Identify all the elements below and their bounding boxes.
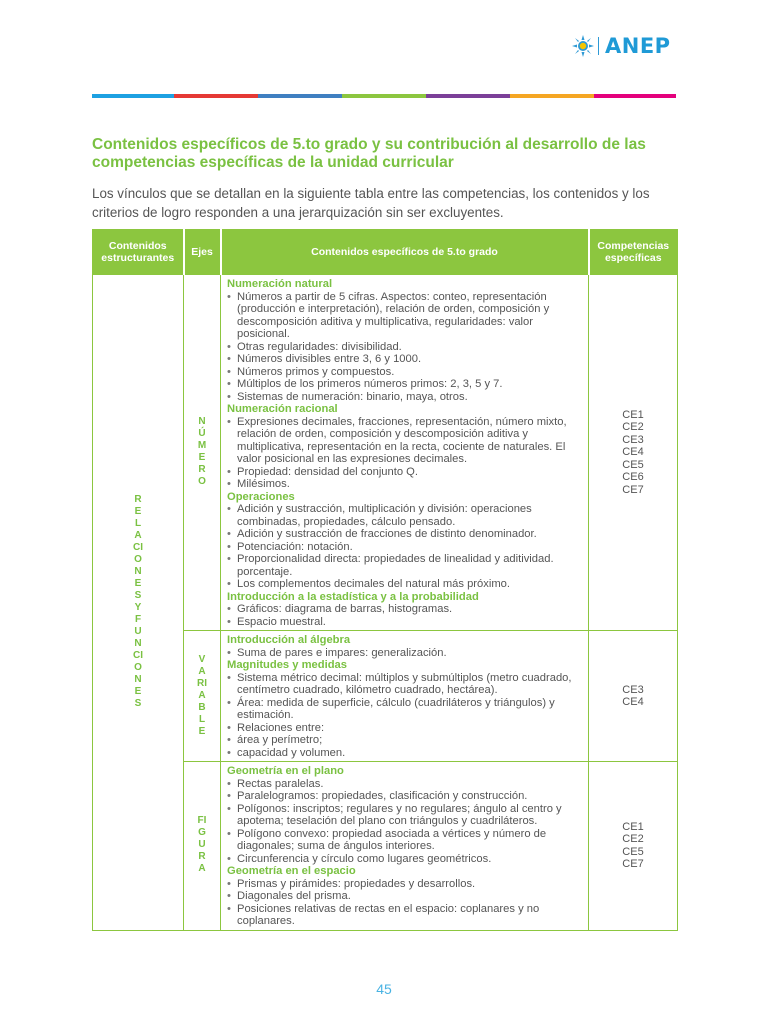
competencia-code: CE5 — [622, 458, 644, 471]
list-item: • área y perímetro; — [227, 734, 584, 747]
eje-label: VARIABLE — [197, 653, 207, 737]
list-item: • Números divisibles entre 3, 6 y 1000. — [227, 353, 584, 366]
stripe-segment — [426, 94, 510, 98]
list-item: • Otras regularidades: divisibilidad. — [227, 341, 584, 354]
list-item: • Relaciones entre: — [227, 722, 584, 735]
stripe-segment — [258, 94, 342, 98]
competencia-code: CE1 — [622, 408, 644, 421]
stripe-segment — [174, 94, 258, 98]
list-item: • Polígonos: inscriptos; regulares y no regulares; ángulo al centro y apotema; teselación del plano con triángulos y cuadriláteros. — [227, 803, 584, 828]
competencia-code: CE1 — [622, 820, 644, 833]
competencias-cell — [589, 762, 678, 931]
brand-name: ANEP — [605, 34, 671, 58]
anep-logo — [572, 34, 671, 58]
list-item: • Adición y sustracción, multiplicación y división: operaciones combinadas, propiedades, cálculo pensado. — [227, 503, 584, 528]
content-list — [227, 291, 584, 404]
list-item: • Sistema métrico decimal: múltiplos y submúltiplos (metro cuadrado, centímetro cuadrado, kilómetro cuadrado, hectárea). — [227, 672, 584, 697]
competencia-code: CE3 — [622, 433, 644, 446]
eje-cell — [184, 631, 221, 762]
eje-label: FIGURA — [197, 815, 207, 875]
section-heading: Introducción a la estadística y a la probabilidad — [227, 590, 479, 603]
content-list — [227, 416, 584, 491]
contents-table — [92, 229, 678, 931]
list-item: • Expresiones decimales, fracciones, representación, número mixto, relación de orden, composición y descomposición aditiva y multiplicativa, representación en la recta, cociente de naturales. El valor posicional en las expresiones decimales. — [227, 416, 584, 466]
competencia-code: CE2 — [622, 421, 644, 434]
content-list — [227, 503, 584, 591]
stripe-segment — [342, 94, 426, 98]
section-heading: Numeración racional — [227, 403, 338, 415]
header-competencias: Competencias específicas — [589, 230, 678, 275]
section-heading: Geometría en el espacio — [227, 865, 356, 877]
structurant-label: RELACIONES Y FUNCIONES — [133, 493, 143, 709]
competencia-code: CE2 — [622, 833, 644, 846]
section-heading: Introducción al álgebra — [227, 634, 351, 646]
competencias-cell — [589, 275, 678, 631]
eje-label: NÚMERO — [197, 416, 207, 487]
stripe-segment — [92, 94, 174, 98]
header-ejes: Ejes — [184, 230, 221, 275]
header-contenidos-estructurantes: Contenidos estructurantes — [93, 230, 184, 275]
list-item: • Diagonales del prisma. — [227, 890, 584, 903]
content-list — [227, 878, 584, 928]
content-list — [227, 672, 584, 760]
list-item: • Milésimos. — [227, 478, 584, 491]
eje-cell — [184, 762, 221, 931]
list-item: • Circunferencia y círculo como lugares geométricos. — [227, 853, 584, 866]
color-stripe — [92, 94, 676, 98]
page-number: 45 — [376, 981, 392, 997]
list-item: • Espacio muestral. — [227, 616, 584, 629]
content-list — [227, 647, 584, 660]
logo-separator — [598, 37, 599, 55]
list-item: • Polígono convexo: propiedad asociada a vértices y número de diagonales; suma de ángulos interiores. — [227, 828, 584, 853]
list-item: • Números primos y compuestos. — [227, 366, 584, 379]
content-list — [227, 778, 584, 866]
list-item: • Gráficos: diagrama de barras, histogramas. — [227, 603, 584, 616]
eje-cell — [184, 275, 221, 631]
list-item: • Números a partir de 5 cifras. Aspectos: conteo, representación (producción e interpretación), relación de orden, composición y descomposición aditiva y multiplicativa, regularidades: valor posicional. — [227, 291, 584, 341]
contents-cell — [221, 275, 589, 631]
list-item: • Área: medida de superficie, cálculo (cuadriláteros y triángulos) y estimación. — [227, 697, 584, 722]
list-item: • Los complementos decimales del natural más próximo. — [227, 578, 584, 591]
contents-cell — [221, 762, 589, 931]
list-item: • Propiedad: densidad del conjunto Q. — [227, 466, 584, 479]
list-item: • Proporcionalidad directa: propiedades de linealidad y aditividad. porcentaje. — [227, 553, 584, 578]
header-contenidos-especificos: Contenidos específicos de 5.to grado — [221, 230, 589, 275]
content-list — [227, 603, 584, 628]
competencia-code: CE5 — [622, 845, 644, 858]
competencia-code: CE6 — [622, 471, 644, 484]
list-item: • Posiciones relativas de rectas en el espacio: coplanares y no coplanares. — [227, 903, 584, 928]
list-item: • Suma de pares e impares: generalización. — [227, 647, 584, 660]
table-row-numero — [93, 275, 678, 631]
list-item: • Rectas paralelas. — [227, 778, 584, 791]
structurant-cell — [93, 275, 184, 931]
list-item: • capacidad y volumen. — [227, 747, 584, 760]
competencia-code: CE3 — [622, 683, 644, 696]
contents-cell — [221, 631, 589, 762]
list-item: • Paralelogramos: propiedades, clasificación y construcción. — [227, 790, 584, 803]
competencia-code: CE4 — [622, 446, 644, 459]
section-heading: Operaciones — [227, 490, 295, 503]
competencia-code: CE7 — [622, 483, 644, 496]
stripe-segment — [510, 94, 594, 98]
section-heading: Geometría en el plano — [227, 765, 344, 777]
list-item: • Múltiplos de los primeros números primos: 2, 3, 5 y 7. — [227, 378, 584, 391]
competencia-code: CE4 — [622, 696, 644, 708]
sun-emblem-icon — [572, 35, 594, 57]
page-title: Contenidos específicos de 5.to grado y su contribución al desarrollo de las competencias específicas de la unidad curricular — [92, 136, 646, 171]
list-item: • Sistemas de numeración: binario, maya, otros. — [227, 391, 584, 404]
competencias-cell — [589, 631, 678, 762]
section-heading: Numeración natural — [227, 278, 333, 290]
list-item: • Potenciación: notación. — [227, 541, 584, 554]
stripe-segment — [594, 94, 676, 98]
competencia-code: CE7 — [622, 858, 644, 871]
intro-paragraph: Los vínculos que se detallan en la siguiente tabla entre las competencias, los contenidos y los criterios de logro responden a una jerarquización sin ser excluyentes. — [92, 186, 650, 220]
list-item: • Adición y sustracción de fracciones de distinto denominador. — [227, 528, 584, 541]
section-heading: Magnitudes y medidas — [227, 659, 347, 671]
list-item: • Prismas y pirámides: propiedades y desarrollos. — [227, 878, 584, 891]
